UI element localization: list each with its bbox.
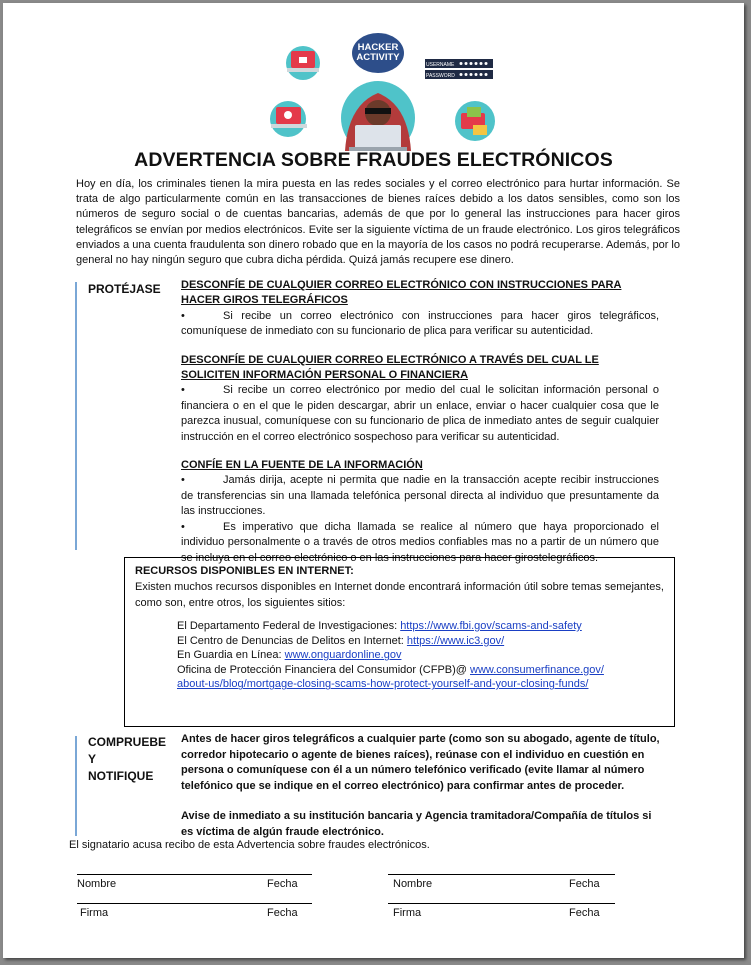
signature-line-firma-2[interactable]: [388, 903, 615, 904]
bullet-icon: •: [181, 384, 185, 397]
username-label: USERNAME: [426, 62, 455, 68]
fecha-label-1: Fecha: [267, 878, 298, 890]
hacker-figure: [341, 81, 415, 151]
intro-paragraph: Hoy en día, los criminales tienen la mira puesta en las redes sociales y el correo electrónico para hurtar información. Se trata de algo particularmente común en las transacciones de bienes raíces debido a los datos sensibles, como son los números de seguro social o de cuentas bancarias, además de que por lo general las instrucciones para hacer giros telegráficos se envían por medios electrónicos. Evite ser la siguiente víctima de un fraude electrónico. Los giros telegráficos enviados a una cuenta fraudulenta son dinero robado que en la mayoría de los casos no podrá recuperarse. Además, por lo general no hay ningún seguro que cubra dicha pérdida. Quizá jamás recupere ese dinero.: [76, 178, 680, 267]
protejase-content: [181, 278, 659, 566]
protejase-accent-bar: [75, 282, 77, 550]
signature-line-firma-1[interactable]: [77, 903, 312, 904]
acknowledgement-text: El signatario acusa recibo de esta Advertencia sobre fraudes electrónicos.: [69, 839, 430, 851]
banner-line2: ACTIVITY: [356, 52, 400, 63]
list-item: [181, 473, 659, 519]
page-title: ADVERTENCIA SOBRE FRAUDES ELECTRÓNICOS: [134, 149, 613, 171]
list-item: [181, 383, 659, 445]
bullet-icon: •: [181, 474, 185, 487]
onguard-link[interactable]: www.onguardonline.gov: [284, 649, 402, 662]
password-label: PASSWORD: [426, 73, 455, 79]
login-form-graphic: [425, 59, 493, 79]
resource-item-onguard: En Guardia en Línea: www.onguardonline.gov: [177, 649, 402, 662]
resources-title: RECURSOS DISPONIBLES EN INTERNET:: [135, 565, 354, 577]
firma-label-2: Firma: [393, 907, 422, 919]
resources-list: [177, 619, 657, 692]
compruebe-label: COMPRUEBE Y NOTIFIQUE: [88, 735, 167, 783]
hacker-activity-illustration: [253, 33, 503, 151]
cfpb-link-path[interactable]: about-us/blog/mortgage-closing-scams-how-protect-yourself-and-your-closing-funds/: [177, 678, 589, 691]
compruebe-paragraph-1: Antes de hacer giros telegráficos a cualquier parte (como son su abogado, agente de título, corredor hipotecario o agente de bienes raíces), reúnase con el individuo en cuestión en persona o comuníquese con él a un número telefónico verificado (evite llamar al número telefónico que se indique en el correo electrónico) para confirmar antes de proceder.: [181, 733, 660, 792]
bullet-text: Es imperativo que dicha llamada se realice al número que haya proporcionado el individuo personalmente o a través de otros medios confiables mas no a partir de un número que se incluya en el correo electrónico o en las instrucciones para hacer girostelegráficos.: [181, 520, 659, 564]
laptop-skull-icon: [270, 101, 307, 137]
bullet-text: Si recibe un correo electrónico por medio del cual le solicitan información personal o financiera o en el que le piden descargar, abrir un enlace, enviar o hacer cualquier cosa que le parezca inusual, comuníquese con su funcionario de plica de inmediato antes de seguir cualquier instrucción en el correo electrónico sospechoso para verificar su autenticidad.: [181, 384, 659, 443]
bullet-icon: •: [181, 309, 185, 322]
fecha-label-4: Fecha: [569, 907, 600, 919]
resource-item-cfpb: Oficina de Protección Financiera del Consumidor (CFPB)@ www.consumerfinance.gov/ about-us/blog/mortgage-closing-scams-how-protect-yourself-and-your-closing-funds/: [177, 663, 604, 691]
section-heading-personal-info: DESCONFÍE DE CUALQUIER CORREO ELECTRÓNICO A TRAVÉS DEL CUAL LE SOLICITEN INFORMACIÓN PERSONAL O FINANCIERA: [181, 353, 599, 382]
cfpb-link[interactable]: www.consumerfinance.gov/: [470, 663, 604, 676]
section-heading-trust-source: CONFÍE EN LA FUENTE DE LA INFORMACIÓN: [181, 459, 423, 472]
signature-line-nombre-2[interactable]: [388, 874, 615, 875]
hacker-activity-banner: [352, 33, 404, 73]
fecha-label-3: Fecha: [267, 907, 298, 919]
fecha-label-2: Fecha: [569, 878, 600, 890]
nombre-label-1: Nombre: [77, 878, 117, 890]
firma-label-1: Firma: [80, 907, 109, 919]
resources-box: [124, 557, 675, 727]
resources-intro: Existen muchos recursos disponibles en Internet donde encontrará información útil sobre temas semejantes, como son, entre otros, los siguientes sitios:: [135, 581, 664, 609]
bullet-icon: •: [181, 520, 185, 533]
bullet-text: Jamás dirija, acepte ni permita que nadie en la transacción acepte recibir instrucciones de transferencias sin una llamada telefónica personal directa al individuo que presuntamente da las instrucciones.: [181, 474, 659, 518]
compruebe-accent-bar: [75, 736, 77, 836]
bullet-text: Si recibe un correo electrónico con instrucciones para hacer giros telegráficos, comuníquese de inmediato con su funcionario de plica para verificar su autenticidad.: [181, 309, 659, 338]
list-item: [181, 309, 659, 340]
resource-item-fbi: El Departamento Federal de Investigaciones: https://www.fbi.gov/scams-and-safety: [177, 620, 582, 632]
compruebe-paragraph-2: Avise de inmediato a su institución bancaria y Agencia tramitadora/Compañía de títulos si es víctima de algún fraude electrónico.: [181, 810, 652, 838]
banner-line1: HACKER: [357, 42, 399, 53]
nombre-label-2: Nombre: [393, 878, 433, 890]
compruebe-content: [181, 732, 661, 841]
document-page: [3, 3, 744, 958]
signature-line-nombre-1[interactable]: [77, 874, 312, 875]
ic3-link[interactable]: https://www.ic3.gov/: [406, 634, 505, 647]
section-heading-wire-instructions: DESCONFÍE DE CUALQUIER CORREO ELECTRÓNICO CON INSTRUCCIONES PARA HACER GIROS TELEGRÁFICOS: [181, 279, 622, 307]
wallet-money-icon: [455, 101, 495, 141]
protejase-label: PROTÉJASE: [88, 282, 161, 296]
laptop-lock-icon: [286, 46, 320, 80]
resource-item-ic3: El Centro de Denuncias de Delitos en Internet: https://www.ic3.gov/: [177, 634, 505, 647]
fbi-link[interactable]: https://www.fbi.gov/scams-and-safety: [400, 620, 582, 632]
